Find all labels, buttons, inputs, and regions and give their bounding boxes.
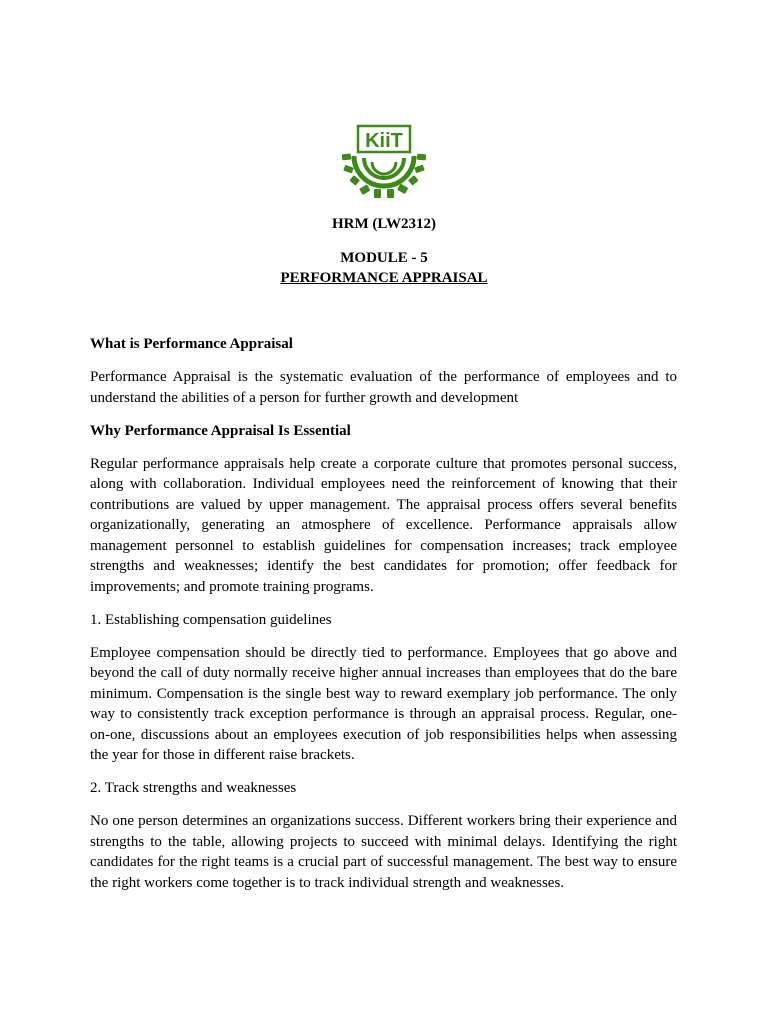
- paragraph: No one person determines an organizations success. Different workers bring their experience and strengths to the table, allowing projects to succeed with minimal delays. Identifying the right candidates for the right teams is a crucial part of successful management. The best way to ensure the right workers come together is to track individual strength and weaknesses.: [90, 813, 677, 891]
- paragraph: Regular performance appraisals help create a corporate culture that promotes personal success, along with collaboration. Individual employees need the reinforcement of knowing that their contributions are valued by upper management. The appraisal process offers several benefits organizationally, generating an atmosphere of excellence. Performance appraisals allow management personnel to establish guidelines for compensation increases; track employee strengths and weaknesses; identify the best candidates for promotion; offer feedback for improvements; and promote training programs.: [90, 455, 677, 595]
- document-body: [90, 334, 677, 906]
- kiit-logo-icon: [340, 122, 428, 200]
- logo-text: KiiT: [365, 130, 403, 152]
- topic-title: PERFORMANCE APPRAISAL: [280, 270, 488, 286]
- course-code: HRM (LW2312): [331, 216, 437, 232]
- paragraph: Employee compensation should be directly tied to performance. Employees that go above and beyond the call of duty normally receive higher annual increases than employees that do the bare minimum. Compensation is the single best way to reward exemplary job performance. The only way to consistently track exception performance is through an appraisal process. Regular, one-on-one, discussions about an employees execution of job responsibilities helps when assessing the year for those in different raise brackets.: [90, 644, 677, 763]
- paragraph: Performance Appraisal is the systematic evaluation of the performance of employees and to understand the abilities of a person for further growth and development: [90, 369, 677, 406]
- subheading: 1. Establishing compensation guidelines: [90, 611, 332, 628]
- module-title: MODULE - 5: [340, 250, 428, 266]
- section-heading: What is Performance Appraisal: [90, 336, 293, 352]
- section-heading: Why Performance Appraisal Is Essential: [90, 422, 351, 439]
- subheading: 2. Track strengths and weaknesses: [90, 780, 297, 796]
